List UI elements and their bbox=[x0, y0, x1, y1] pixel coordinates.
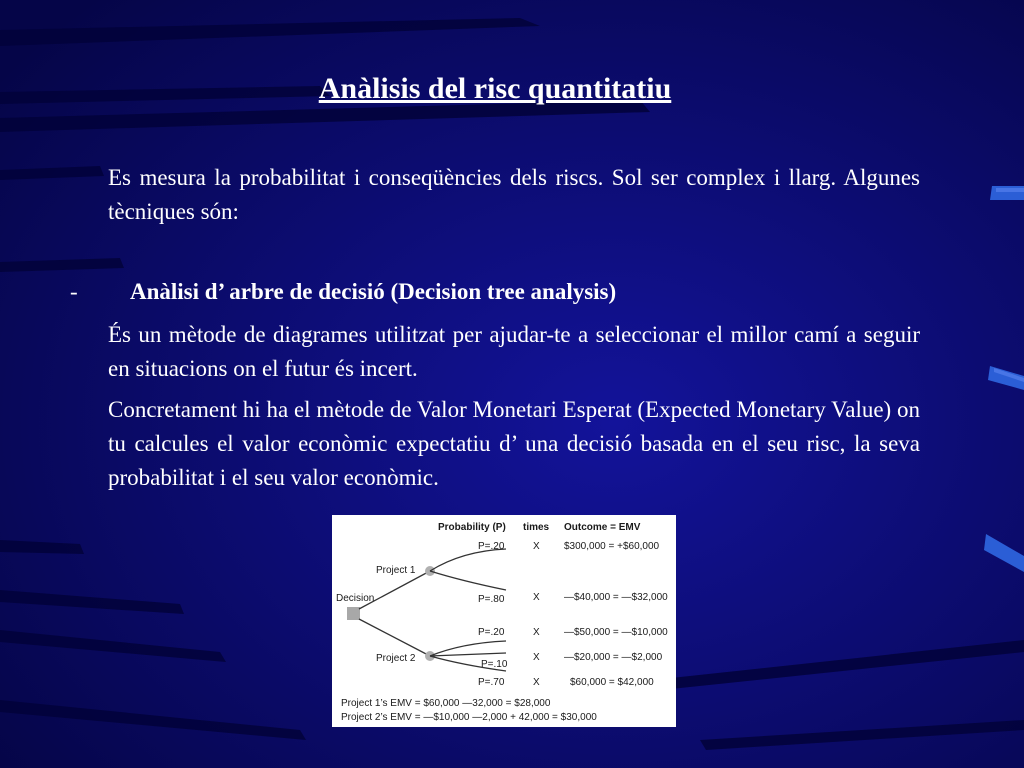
project1-emv-summary: Project 1’s EMV = $60,000 —32,000 = $28,000 bbox=[341, 698, 551, 709]
slide-title: Anàlisis del risc quantitatiu bbox=[318, 72, 672, 105]
decision-label: Decision bbox=[336, 593, 375, 604]
p1-b2-probability: P=.80 bbox=[478, 594, 505, 605]
decision-tree-diagram bbox=[332, 515, 676, 727]
edge-p2-branch2 bbox=[430, 653, 506, 656]
p1-b2-times: X bbox=[533, 592, 540, 603]
p2-b2-outcome: —$20,000 = —$2,000 bbox=[564, 652, 663, 663]
header-outcome: Outcome = EMV bbox=[564, 522, 641, 533]
bullet-heading: Anàlisi d’ arbre de decisió (Decision tree analysis) bbox=[130, 279, 617, 304]
p2-b1-times: X bbox=[533, 627, 540, 638]
project1-label: Project 1 bbox=[376, 565, 416, 576]
p1-b1-times: X bbox=[533, 541, 540, 552]
p1-b1-outcome: $300,000 = +$60,000 bbox=[564, 541, 660, 552]
p1-b1-probability: P=.20 bbox=[478, 541, 505, 552]
header-times: times bbox=[523, 522, 550, 533]
p2-b2-probability: P=.10 bbox=[481, 659, 508, 670]
project2-emv-summary: Project 2’s EMV = —$10,000 —2,000 + 42,000 = $30,000 bbox=[341, 712, 597, 723]
edge-p1-branch1 bbox=[430, 549, 506, 571]
emv-paragraph: Concretament hi ha el mètode de Valor Monetari Esperat (Expected Monetary Value) on tu calcules el valor econòmic expectatiu d’ una decisió basada en el seu risc, la seva probabilitat i el seu valor econòmic. bbox=[108, 397, 920, 490]
header-probability: Probability (P) bbox=[438, 522, 506, 533]
edge-root-project2 bbox=[359, 619, 430, 656]
p1-b2-outcome: —$40,000 = —$32,000 bbox=[564, 592, 668, 603]
p2-b1-probability: P=.20 bbox=[478, 627, 505, 638]
definition-paragraph: És un mètode de diagrames utilitzat per ajudar-te a seleccionar el millor camí a seguir en situacions on el futur és incert. bbox=[108, 322, 920, 381]
p2-b3-times: X bbox=[533, 677, 540, 688]
p2-b3-probability: P=.70 bbox=[478, 677, 505, 688]
edge-root-project1 bbox=[359, 571, 430, 609]
intro-paragraph: Es mesura la probabilitat i conseqüències dels riscs. Sol ser complex i llarg. Algunes tècniques són: bbox=[108, 165, 920, 224]
p2-b3-outcome: $60,000 = $42,000 bbox=[570, 677, 654, 688]
project2-label: Project 2 bbox=[376, 653, 416, 664]
decision-node-square bbox=[347, 607, 360, 620]
edge-p1-branch2 bbox=[430, 571, 506, 590]
p2-b1-outcome: —$50,000 = —$10,000 bbox=[564, 627, 668, 638]
p2-b2-times: X bbox=[533, 652, 540, 663]
bullet-marker: - bbox=[70, 279, 78, 304]
